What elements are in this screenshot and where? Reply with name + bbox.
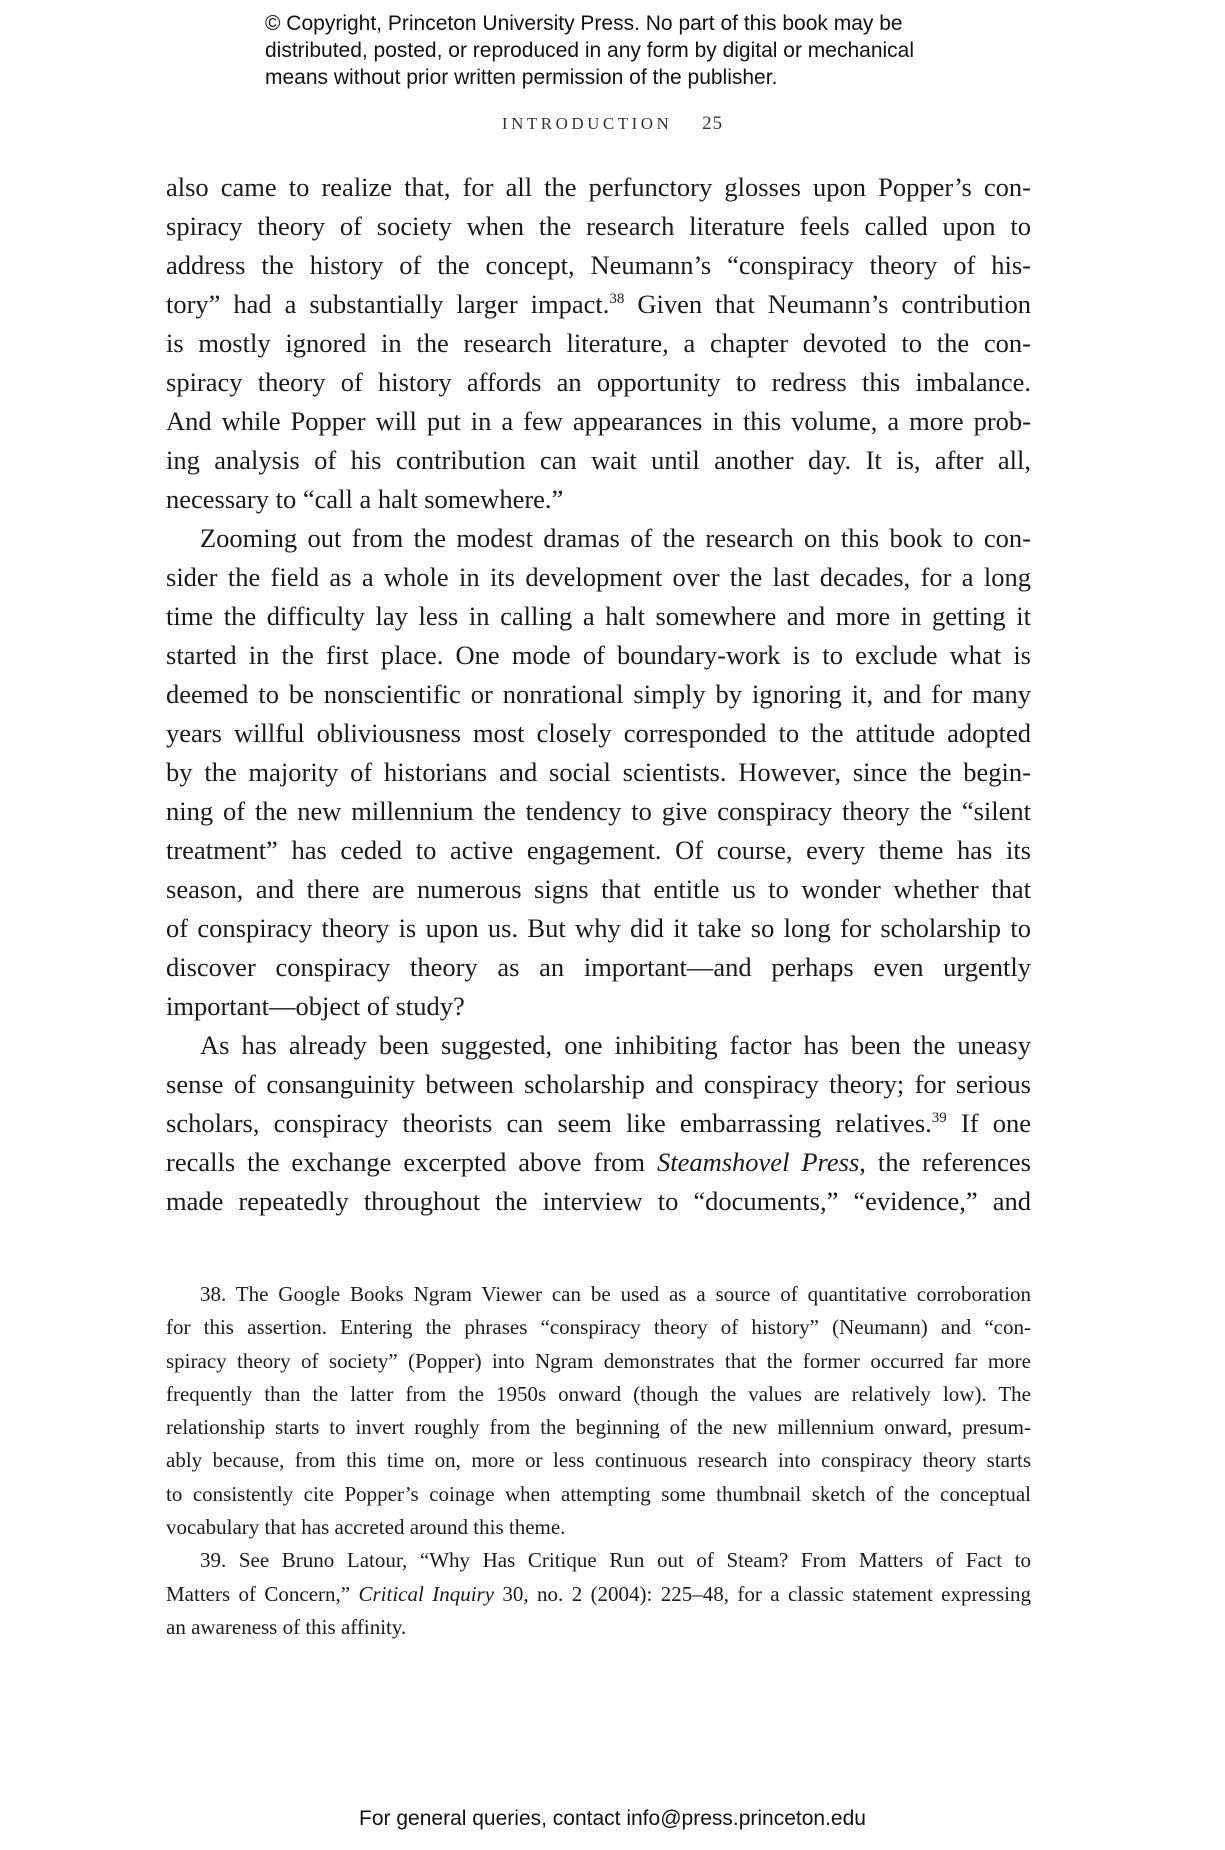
footer-contact: For general queries, contact info@press.princeton.edu: [359, 1807, 866, 1830]
footnote-line: relationship starts to invert roughly from the beginning of the new millennium onward, presum-: [166, 1415, 1031, 1440]
text-line: sense of consanguinity between scholarship and conspiracy theory; for serious: [166, 1069, 1031, 1099]
footnote-line: spiracy theory of society” (Popper) into Ngram demonstrates that the former occurred far more: [166, 1348, 1031, 1373]
text-line: important—object of study?: [166, 991, 465, 1021]
footnote-line: to consistently cite Popper’s coinage when attempting some thumbnail sketch of the conceptual: [166, 1481, 1031, 1506]
text-line: ning of the new millennium the tendency to give conspiracy theory the “silent: [166, 796, 1031, 826]
text-run: , the references: [859, 1147, 1031, 1177]
footnote-line: ably because, from this time on, more or less continuous research into conspiracy theory starts: [166, 1448, 1031, 1473]
text-run: recalls the exchange excerpted above from: [166, 1147, 657, 1177]
footnote-ref-38: 38: [609, 291, 625, 307]
text-line: years willful obliviousness most closely corresponded to the attitude adopted: [166, 718, 1031, 748]
text-line: time the difficulty lay less in calling a halt somewhere and more in getting it: [166, 601, 1031, 631]
text-line: As has already been suggested, one inhibiting factor has been the uneasy: [200, 1030, 1031, 1060]
text-line: deemed to be nonscientific or nonrational simply by ignoring it, and for many: [166, 679, 1031, 709]
text-line: sider the field as a whole in its development over the last decades, for a long: [166, 562, 1031, 592]
copyright-line: distributed, posted, or reproduced in any form by digital or mechanical: [265, 39, 915, 62]
text-run: Given that Neumann’s contribution: [624, 289, 1031, 319]
text-line: treatment” has ceded to active engagement. Of course, every theme has its: [166, 835, 1031, 865]
copyright-notice: [265, 10, 1025, 91]
text-line: And while Popper will put in a few appearances in this volume, a more prob-: [166, 406, 1031, 436]
text-line: [166, 1104, 1031, 1143]
footnotes: [166, 1278, 1031, 1644]
text-line: ing analysis of his contribution can wait until another day. It is, after all,: [166, 445, 1031, 475]
italic-title: Critical Inquiry: [358, 1581, 495, 1606]
footnote-line: 38. The Google Books Ngram Viewer can be used as a source of quantitative corroboration: [200, 1282, 1031, 1306]
running-head: [0, 113, 1225, 135]
text-line: spiracy theory of history affords an opportunity to redress this imbalance.: [166, 367, 1031, 397]
text-line: address the history of the concept, Neumann’s “conspiracy theory of his-: [166, 250, 1031, 280]
footnote-line: for this assertion. Entering the phrases “conspiracy theory of history” (Neumann) and “con-: [166, 1315, 1031, 1340]
text-line: [166, 1143, 1031, 1182]
text-line: discover conspiracy theory as an important—and perhaps even urgently: [166, 952, 1031, 982]
text-line: necessary to “call a halt somewhere.”: [166, 484, 564, 514]
italic-title: Steamshovel Press: [656, 1147, 860, 1177]
text-line: of conspiracy theory is upon us. But why did it take so long for scholarship to: [166, 913, 1031, 943]
main-text: [166, 168, 1031, 1221]
text-line: spiracy theory of society when the research literature feels called upon to: [166, 211, 1031, 241]
text-run: scholars, conspiracy theorists can seem like embarrassing relatives.: [166, 1108, 932, 1138]
page-number: 25: [702, 113, 724, 134]
text-line: [166, 285, 1031, 324]
text-line: also came to realize that, for all the perfunctory glosses upon Popper’s con-: [166, 172, 1031, 202]
chapter-title: INTRODUCTION: [501, 114, 673, 133]
text-run: Matters of Concern,”: [166, 1581, 359, 1606]
footnote-line: 39. See Bruno Latour, “Why Has Critique Run out of Steam? From Matters of Fact to: [200, 1548, 1031, 1573]
text-line: season, and there are numerous signs that entitle us to wonder whether that: [166, 874, 1031, 904]
footnote-line: an awareness of this affinity.: [166, 1614, 407, 1639]
text-run: 30, no. 2 (2004): 225–48, for a classic statement expressing: [494, 1581, 1031, 1606]
footnote-ref-39: 39: [931, 1110, 947, 1126]
text-line: Zooming out from the modest dramas of the research on this book to con-: [200, 523, 1031, 553]
text-line: by the majority of historians and social scientists. However, since the begin-: [166, 757, 1031, 787]
text-line: made repeatedly throughout the interview to “documents,” “evidence,” and: [166, 1186, 1031, 1216]
footnote-line: vocabulary that has accreted around this theme.: [166, 1515, 566, 1540]
text-line: is mostly ignored in the research literature, a chapter devoted to the con-: [166, 328, 1031, 358]
copyright-line: © Copyright, Princeton University Press. No part of this book may be: [265, 12, 903, 35]
footnote-line: [166, 1578, 1031, 1611]
text-run: If one: [946, 1108, 1031, 1138]
footnote-line: frequently than the latter from the 1950s onward (though the values are relatively low). The: [166, 1381, 1031, 1406]
text-line: started in the first place. One mode of boundary-work is to exclude what is: [166, 640, 1031, 670]
copyright-line: means without prior written permission of the publisher.: [265, 66, 778, 89]
text-run: tory” had a substantially larger impact.: [166, 289, 610, 319]
